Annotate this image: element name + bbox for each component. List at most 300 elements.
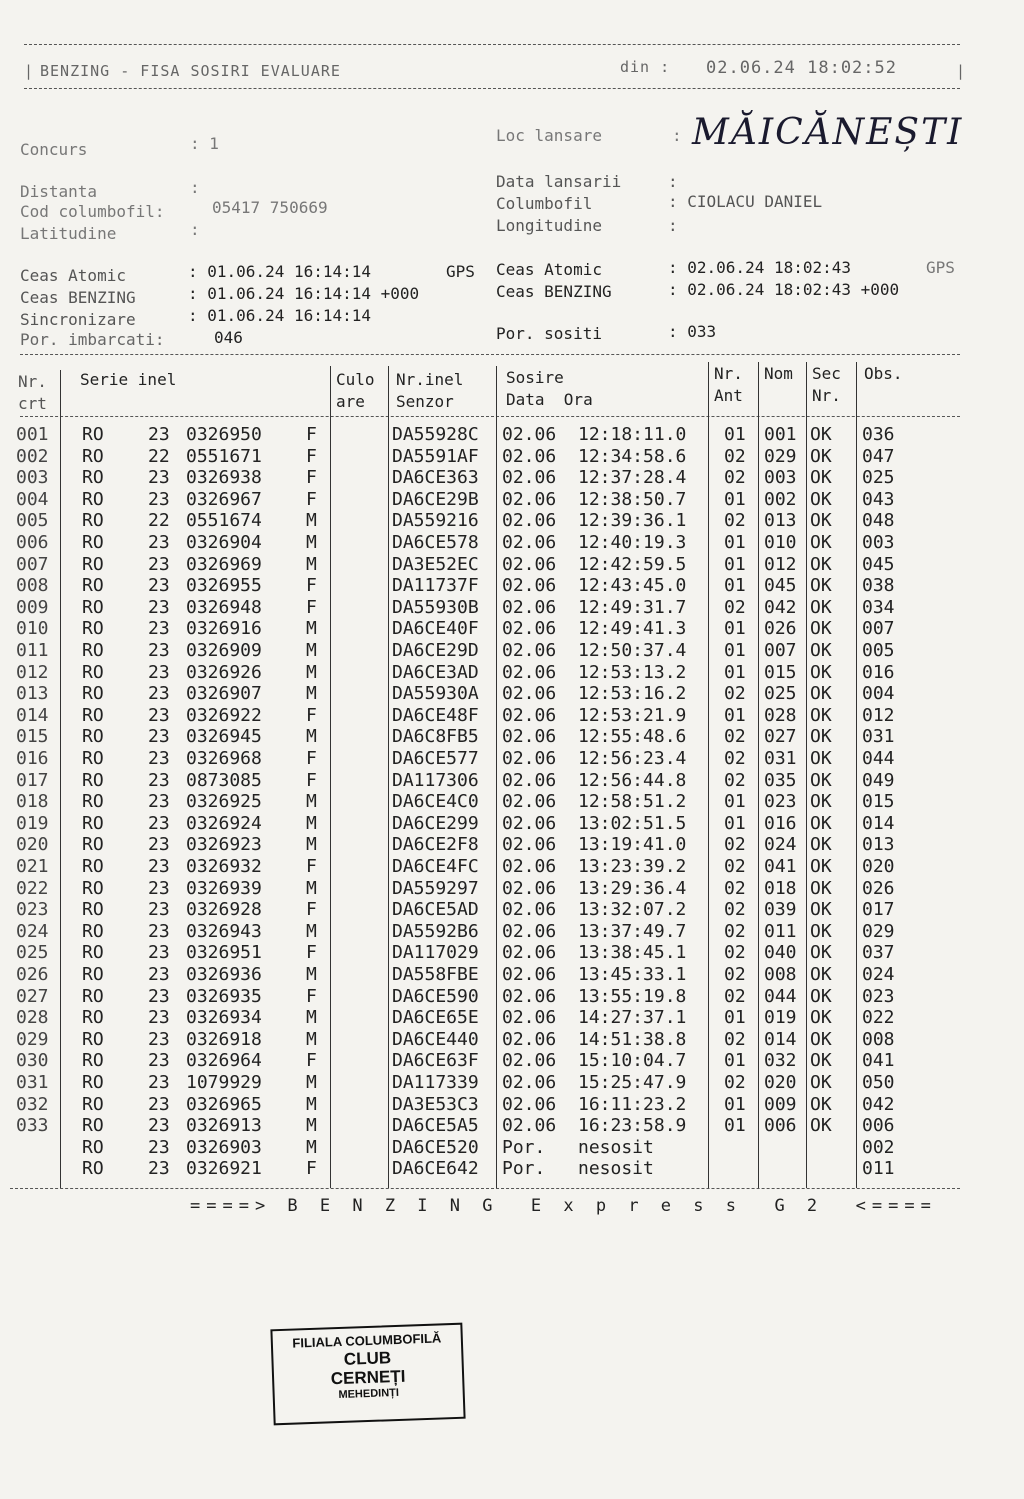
ring-number: 0326936 [186, 964, 262, 985]
ring-number: 0551674 [186, 510, 262, 532]
obs: 047 [862, 445, 895, 467]
arrival-time: 13:23:39.2 [578, 856, 687, 877]
row-number: 003 [16, 467, 49, 489]
sex: F [306, 488, 317, 510]
arrival-date: 02.06 [502, 683, 557, 705]
ring-year: 23 [148, 488, 170, 510]
sensor-ring: DA55930B [392, 596, 479, 618]
arrival-time: 12:56:44.8 [578, 769, 687, 791]
sensor-ring: DA55928C [392, 424, 479, 445]
table-row [0, 1158, 1000, 1180]
header-top-rule [24, 44, 960, 45]
ceas-benzing-value-left: : 01.06.24 16:14:14 +000 [188, 284, 420, 303]
arrival-time: nesosit [578, 1136, 654, 1158]
ring-year: 23 [148, 920, 170, 942]
nom: 011 [764, 920, 797, 942]
sec-status: OK [810, 1050, 832, 1072]
table-row [0, 489, 1000, 511]
arrival-time: 12:18:11.0 [578, 424, 687, 445]
obs: 004 [862, 683, 895, 705]
distanta-value: : [190, 178, 200, 197]
sex: M [306, 553, 317, 575]
ring-number: 0326968 [186, 748, 262, 769]
ring-year: 23 [148, 575, 170, 597]
sex: F [306, 1158, 317, 1180]
arrival-date: 02.06 [502, 510, 557, 532]
sec-status: OK [810, 812, 832, 834]
ring-number: 0326965 [186, 1093, 262, 1115]
obs: 007 [862, 618, 895, 640]
ring-country: RO [82, 510, 104, 532]
ceas-atomic-label-right: Ceas Atomic [496, 260, 602, 279]
obs: 050 [862, 1072, 895, 1093]
nr-ant: 01 [724, 704, 746, 726]
row-number: 001 [16, 424, 49, 445]
sec-status: OK [810, 596, 832, 618]
arrival-time: 13:38:45.1 [578, 942, 687, 964]
table-row [0, 813, 1000, 835]
arrival-time: 13:45:33.1 [578, 964, 687, 985]
sex: M [306, 661, 317, 683]
nr-ant: 01 [724, 618, 746, 640]
arrival-time: 12:56:23.4 [578, 748, 687, 769]
table-header-rule [20, 416, 960, 417]
ring-number: 0326926 [186, 661, 262, 683]
sex: F [306, 445, 317, 467]
ring-year: 23 [148, 942, 170, 964]
sensor-ring: DA117339 [392, 1072, 479, 1093]
table-row [0, 662, 1000, 684]
ring-country: RO [82, 661, 104, 683]
ring-year: 23 [148, 726, 170, 748]
ring-year: 23 [148, 769, 170, 791]
arrival-date: 02.06 [502, 769, 557, 791]
table-row [0, 618, 1000, 640]
sec-status: OK [810, 1007, 832, 1029]
table-row [0, 964, 1000, 986]
sensor-ring: DA6CE4FC [392, 856, 479, 877]
col-header-nr: Nr. [18, 372, 47, 391]
obs: 020 [862, 856, 895, 877]
table-row [0, 791, 1000, 813]
table-row [0, 856, 1000, 878]
col-header-data-ora: Data Ora [506, 390, 593, 409]
row-number: 015 [16, 726, 49, 748]
sex: M [306, 532, 317, 553]
table-row [0, 424, 1000, 446]
row-number: 028 [16, 1007, 49, 1029]
arrival-time: 12:39:36.1 [578, 510, 687, 532]
sensor-ring: DA6CE590 [392, 985, 479, 1007]
row-number: 013 [16, 683, 49, 705]
sensor-ring: DA3E53C3 [392, 1093, 479, 1115]
row-number: 006 [16, 532, 49, 553]
header-bar-left: | [24, 62, 35, 80]
row-number: 030 [16, 1050, 49, 1072]
sensor-ring: DA6CE48F [392, 704, 479, 726]
ring-country: RO [82, 596, 104, 618]
ring-number: 0326923 [186, 834, 262, 856]
ring-number: 0326943 [186, 920, 262, 942]
sec-status: OK [810, 769, 832, 791]
sec-status: OK [810, 683, 832, 705]
table-row [0, 1094, 1000, 1116]
distanta-label: Distanta [20, 182, 98, 201]
nom: 003 [764, 467, 797, 489]
nr-ant: 02 [724, 769, 746, 791]
sensor-ring: DA6CE440 [392, 1028, 479, 1050]
row-number: 021 [16, 856, 49, 877]
arrival-time: 16:11:23.2 [578, 1093, 687, 1115]
table-row [0, 1137, 1000, 1159]
nom: 040 [764, 942, 797, 964]
sec-status: OK [810, 661, 832, 683]
nom: 032 [764, 1050, 797, 1072]
latitudine-label: Latitudine [20, 224, 117, 243]
nr-ant: 02 [724, 510, 746, 532]
latitudine-value: : [190, 220, 200, 239]
nr-ant: 02 [724, 899, 746, 921]
sec-status: OK [810, 424, 832, 445]
obs: 044 [862, 748, 895, 769]
ring-country: RO [82, 1028, 104, 1050]
sensor-ring: DA6CE642 [392, 1158, 479, 1180]
sex: F [306, 1050, 317, 1072]
sensor-ring: DA6CE299 [392, 812, 479, 834]
sensor-ring: DA6CE363 [392, 467, 479, 489]
cod-columbofil-label: Cod columbofil: [20, 202, 165, 221]
ceas-benzing-label-left: Ceas BENZING [20, 288, 136, 307]
nom: 016 [764, 812, 797, 834]
ceas-atomic-value-left: : 01.06.24 16:14:14 [188, 262, 372, 281]
nr-ant: 02 [724, 683, 746, 705]
longitudine-value: : [668, 216, 678, 235]
ring-country: RO [82, 920, 104, 942]
ring-year: 23 [148, 640, 170, 661]
col-header-nom: Nom [764, 364, 793, 383]
sensor-ring: DA55930A [392, 683, 479, 705]
sec-status: OK [810, 445, 832, 467]
ring-number: 0326913 [186, 1115, 262, 1137]
row-number: 031 [16, 1072, 49, 1093]
sec-status: OK [810, 1072, 832, 1093]
obs: 038 [862, 575, 895, 597]
sec-status: OK [810, 467, 832, 489]
obs: 042 [862, 1093, 895, 1115]
nr-ant: 01 [724, 1007, 746, 1029]
din-label: din : [620, 58, 671, 76]
sex: F [306, 596, 317, 618]
ring-year: 23 [148, 1050, 170, 1072]
ring-year: 23 [148, 791, 170, 813]
ring-country: RO [82, 1158, 104, 1180]
arrival-date: 02.06 [502, 1072, 557, 1093]
col-header-sec-nr: Nr. [812, 386, 841, 405]
concurs-value: : 1 [190, 134, 219, 153]
col-header-crt: crt [18, 394, 47, 413]
row-number: 029 [16, 1028, 49, 1050]
arrival-time: 13:19:41.0 [578, 834, 687, 856]
col-header-nr-ant-1: Nr. [714, 364, 743, 383]
arrival-date: Por. [502, 1136, 546, 1158]
arrival-date: 02.06 [502, 856, 557, 877]
arrival-date: 02.06 [502, 964, 557, 985]
obs: 022 [862, 1007, 895, 1029]
arrival-time: 14:27:37.1 [578, 1007, 687, 1029]
club-stamp [270, 1323, 465, 1426]
arrival-date: 02.06 [502, 899, 557, 921]
ring-year: 23 [148, 748, 170, 769]
ring-number: 0873085 [186, 769, 262, 791]
col-header-nr-ant-2: Ant [714, 386, 743, 405]
header-bar-right: | [956, 62, 967, 80]
sec-status: OK [810, 1093, 832, 1115]
table-row [0, 770, 1000, 792]
ring-year: 23 [148, 899, 170, 921]
nom: 028 [764, 704, 797, 726]
arrival-date: 02.06 [502, 532, 557, 553]
ring-number: 0326951 [186, 942, 262, 964]
sex: F [306, 575, 317, 597]
sec-status: OK [810, 553, 832, 575]
table-row [0, 575, 1000, 597]
ring-year: 23 [148, 1136, 170, 1158]
ring-number: 0326950 [186, 424, 262, 445]
sex: M [306, 1028, 317, 1050]
sex: M [306, 683, 317, 705]
row-number: 007 [16, 553, 49, 575]
nom: 042 [764, 596, 797, 618]
nr-ant: 02 [724, 445, 746, 467]
sec-status: OK [810, 920, 832, 942]
ring-country: RO [82, 575, 104, 597]
sex: F [306, 467, 317, 489]
nom: 008 [764, 964, 797, 985]
loc-lansare-colon: : [672, 126, 682, 145]
nom: 013 [764, 510, 797, 532]
sec-status: OK [810, 1115, 832, 1137]
table-row [0, 899, 1000, 921]
ring-country: RO [82, 791, 104, 813]
ring-number: 0326932 [186, 856, 262, 877]
ring-number: 0326967 [186, 488, 262, 510]
table-row [0, 1029, 1000, 1051]
ring-year: 23 [148, 532, 170, 553]
table-bottom-rule [10, 1188, 960, 1189]
nr-ant: 01 [724, 553, 746, 575]
row-number: 002 [16, 445, 49, 467]
ring-year: 23 [148, 964, 170, 985]
arrival-time: 12:53:13.2 [578, 661, 687, 683]
sensor-ring: DA6CE2F8 [392, 834, 479, 856]
nr-ant: 02 [724, 877, 746, 899]
ring-number: 0326938 [186, 467, 262, 489]
sensor-ring: DA117306 [392, 769, 479, 791]
obs: 014 [862, 812, 895, 834]
nom: 045 [764, 575, 797, 597]
ring-number: 0326948 [186, 596, 262, 618]
ring-year: 23 [148, 424, 170, 445]
table-row [0, 921, 1000, 943]
nom: 002 [764, 488, 797, 510]
sensor-ring: DA117029 [392, 942, 479, 964]
ring-country: RO [82, 488, 104, 510]
sensor-ring: DA6CE4C0 [392, 791, 479, 813]
nr-ant: 02 [724, 834, 746, 856]
arrival-date: 02.06 [502, 1007, 557, 1029]
table-row [0, 510, 1000, 532]
data-lansarii-value: : [668, 172, 678, 191]
arrival-date: 02.06 [502, 791, 557, 813]
row-number: 025 [16, 942, 49, 964]
ring-country: RO [82, 942, 104, 964]
table-row [0, 1072, 1000, 1094]
ring-country: RO [82, 834, 104, 856]
ring-number: 0326903 [186, 1136, 262, 1158]
table-row [0, 467, 1000, 489]
row-number: 005 [16, 510, 49, 532]
sec-status: OK [810, 877, 832, 899]
sex: F [306, 942, 317, 964]
ring-country: RO [82, 467, 104, 489]
sec-status: OK [810, 856, 832, 877]
ring-year: 23 [148, 553, 170, 575]
stamp-line-3: CERNEȚI [330, 1367, 406, 1389]
arrival-date: 02.06 [502, 488, 557, 510]
ring-country: RO [82, 704, 104, 726]
col-header-serie: Serie inel [80, 370, 177, 389]
nr-ant: 01 [724, 661, 746, 683]
row-number: 004 [16, 488, 49, 510]
nr-ant: 01 [724, 1050, 746, 1072]
ring-country: RO [82, 424, 104, 445]
nom: 024 [764, 834, 797, 856]
arrival-date: 02.06 [502, 467, 557, 489]
sensor-ring: DA5592B6 [392, 920, 479, 942]
row-number: 012 [16, 661, 49, 683]
row-number: 009 [16, 596, 49, 618]
arrival-time: 15:25:47.9 [578, 1072, 687, 1093]
obs: 026 [862, 877, 895, 899]
nom: 020 [764, 1072, 797, 1093]
ring-country: RO [82, 899, 104, 921]
nr-ant: 02 [724, 942, 746, 964]
din-value: 02.06.24 18:02:52 [706, 58, 897, 78]
sex: M [306, 726, 317, 748]
ring-number: 0326918 [186, 1028, 262, 1050]
nr-ant: 01 [724, 791, 746, 813]
ring-year: 22 [148, 510, 170, 532]
ring-year: 23 [148, 877, 170, 899]
arrival-date: 02.06 [502, 920, 557, 942]
obs: 023 [862, 985, 895, 1007]
arrival-time: 12:53:16.2 [578, 683, 687, 705]
sec-status: OK [810, 532, 832, 553]
table-row [0, 640, 1000, 662]
sex: F [306, 704, 317, 726]
row-number: 027 [16, 985, 49, 1007]
sec-status: OK [810, 510, 832, 532]
col-header-culo: Culo [336, 370, 375, 389]
sec-status: OK [810, 942, 832, 964]
ring-country: RO [82, 856, 104, 877]
table-row [0, 834, 1000, 856]
arrival-date: 02.06 [502, 661, 557, 683]
arrival-date: 02.06 [502, 834, 557, 856]
obs: 017 [862, 899, 895, 921]
ring-number: 0551671 [186, 445, 262, 467]
sec-status: OK [810, 488, 832, 510]
ring-country: RO [82, 964, 104, 985]
nom: 041 [764, 856, 797, 877]
nom: 035 [764, 769, 797, 791]
obs: 048 [862, 510, 895, 532]
ring-year: 23 [148, 1028, 170, 1050]
obs: 037 [862, 942, 895, 964]
sensor-ring: DA6CE3AD [392, 661, 479, 683]
obs: 029 [862, 920, 895, 942]
obs: 015 [862, 791, 895, 813]
ring-number: 0326907 [186, 683, 262, 705]
obs: 049 [862, 769, 895, 791]
table-row [0, 597, 1000, 619]
ring-number: 0326964 [186, 1050, 262, 1072]
sensor-ring: DA6CE40F [392, 618, 479, 640]
ring-country: RO [82, 1136, 104, 1158]
ring-country: RO [82, 683, 104, 705]
nom: 018 [764, 877, 797, 899]
sex: F [306, 424, 317, 445]
col-header-nrinel: Nr.inel [396, 370, 464, 389]
nom: 026 [764, 618, 797, 640]
sensor-ring: DA6CE5AD [392, 899, 479, 921]
sensor-ring: DA6CE578 [392, 532, 479, 553]
arrival-date: 02.06 [502, 575, 557, 597]
sensor-ring: DA6CE65E [392, 1007, 479, 1029]
arrival-date: 02.06 [502, 1028, 557, 1050]
row-number: 033 [16, 1115, 49, 1137]
imbarcati-value: 046 [214, 328, 243, 347]
arrival-date: 02.06 [502, 726, 557, 748]
ring-year: 23 [148, 1072, 170, 1093]
ring-country: RO [82, 877, 104, 899]
ring-year: 23 [148, 683, 170, 705]
sex: M [306, 920, 317, 942]
nr-ant: 02 [724, 748, 746, 769]
loc-lansare-handwritten: MĂICĂNEȘTI [692, 112, 964, 153]
arrival-date: 02.06 [502, 877, 557, 899]
nom: 009 [764, 1093, 797, 1115]
arrival-time: 13:29:36.4 [578, 877, 687, 899]
nr-ant: 01 [724, 812, 746, 834]
arrival-date: 02.06 [502, 618, 557, 640]
cod-columbofil-value: 05417 750669 [212, 198, 328, 217]
arrival-date: 02.06 [502, 553, 557, 575]
nom: 014 [764, 1028, 797, 1050]
row-number: 020 [16, 834, 49, 856]
sec-status: OK [810, 1028, 832, 1050]
sex: M [306, 791, 317, 813]
arrival-date: 02.06 [502, 748, 557, 769]
ring-year: 23 [148, 985, 170, 1007]
sensor-ring: DA558FBE [392, 964, 479, 985]
obs: 031 [862, 726, 895, 748]
row-number: 032 [16, 1093, 49, 1115]
ring-number: 0326928 [186, 899, 262, 921]
nr-ant: 01 [724, 424, 746, 445]
arrival-time: nesosit [578, 1158, 654, 1180]
arrival-date: 02.06 [502, 1093, 557, 1115]
